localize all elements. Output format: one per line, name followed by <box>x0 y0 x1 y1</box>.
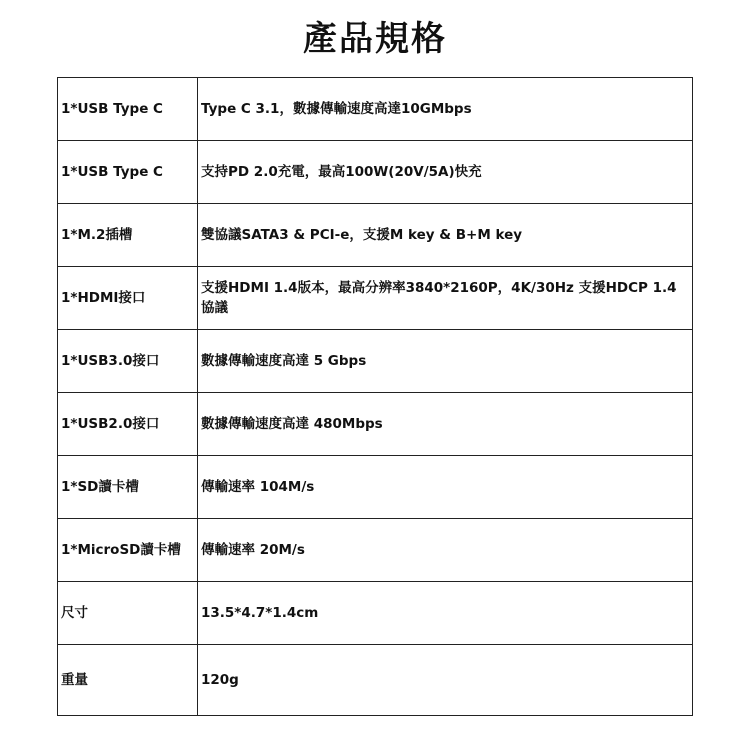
table-row <box>58 78 693 141</box>
table-row <box>58 204 693 267</box>
spec-label: 1*SD讀卡槽 <box>58 456 198 519</box>
spec-value: Type C 3.1，數據傳輸速度高達10GMbps <box>198 78 693 141</box>
spec-value: 支援HDMI 1.4版本，最高分辨率3840*2160P，4K/30Hz 支援HDCP 1.4協議 <box>198 267 693 330</box>
spec-value: 數據傳輸速度高達 480Mbps <box>198 393 693 456</box>
table-row <box>58 141 693 204</box>
spec-value: 傳輸速率 20M/s <box>198 519 693 582</box>
spec-value: 數據傳輸速度高達 5 Gbps <box>198 330 693 393</box>
spec-label: 1*USB Type C <box>58 78 198 141</box>
table-row <box>58 519 693 582</box>
spec-value: 支持PD 2.0充電，最高100W(20V/5A)快充 <box>198 141 693 204</box>
table-row <box>58 330 693 393</box>
page-title: 產品規格 <box>303 19 447 59</box>
spec-value: 傳輸速率 104M/s <box>198 456 693 519</box>
spec-label: 1*M.2插槽 <box>58 204 198 267</box>
spec-label: 1*HDMI接口 <box>58 267 198 330</box>
spec-label: 1*USB2.0接口 <box>58 393 198 456</box>
spec-label: 重量 <box>58 645 198 716</box>
spec-label: 1*MicroSD讀卡槽 <box>58 519 198 582</box>
spec-value: 雙協議SATA3 & PCI-e，支援M key & B+M key <box>198 204 693 267</box>
table-row <box>58 456 693 519</box>
table-row <box>58 582 693 645</box>
spec-label: 1*USB3.0接口 <box>58 330 198 393</box>
spec-label: 1*USB Type C <box>58 141 198 204</box>
spec-table <box>57 77 693 716</box>
table-row <box>58 645 693 716</box>
table-row <box>58 393 693 456</box>
spec-value: 13.5*4.7*1.4cm <box>198 582 693 645</box>
table-row <box>58 267 693 330</box>
spec-label: 尺寸 <box>58 582 198 645</box>
spec-value: 120g <box>198 645 693 716</box>
